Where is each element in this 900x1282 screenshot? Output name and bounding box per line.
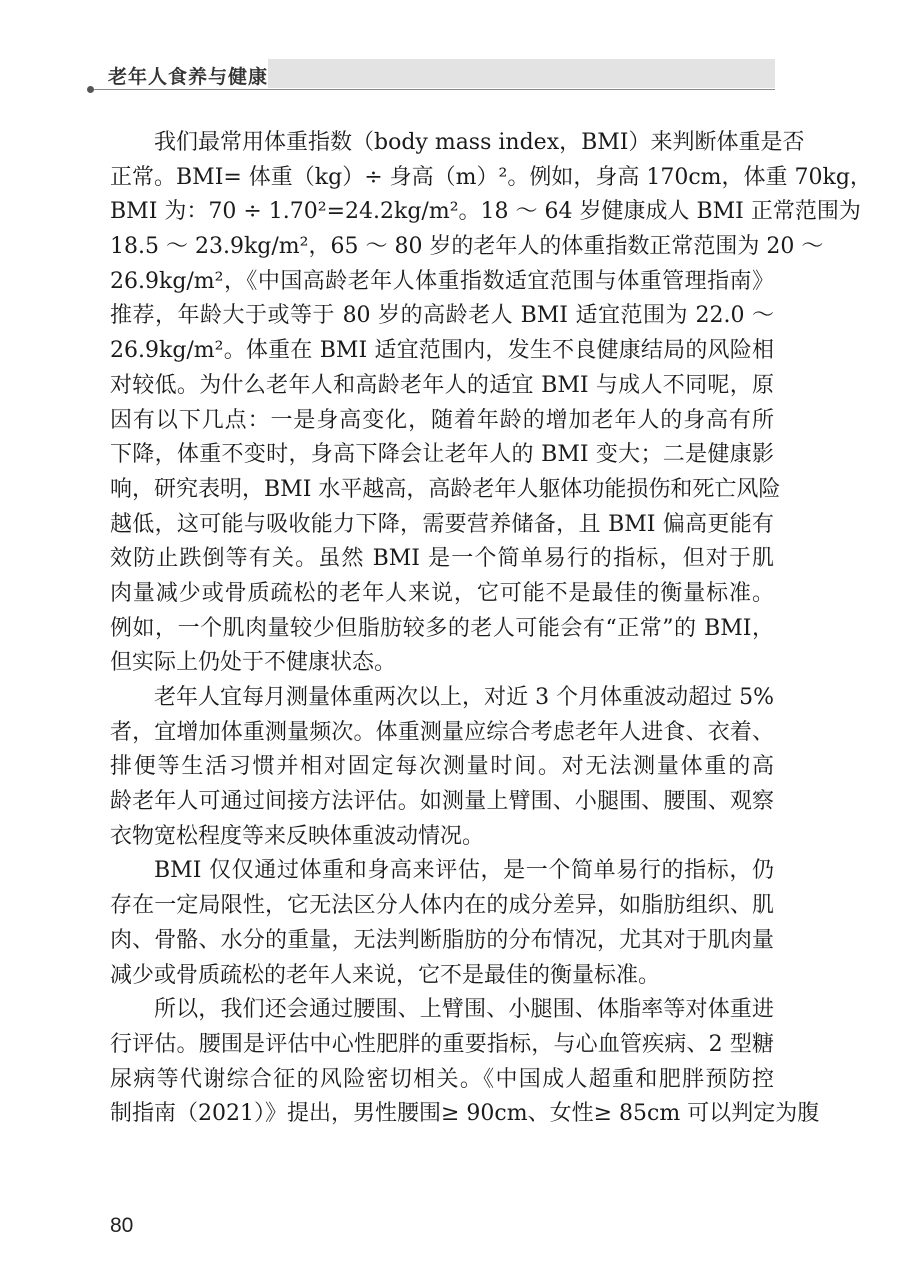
text-line: 尿病等代谢综合征的风险密切相关。《中国成人超重和肥胖预防控 [110, 1066, 774, 1092]
text-line: 26.9kg/m²。体重在 BMI 适宜范围内，发生不良健康结局的风险相 [110, 338, 774, 364]
text-line: 正常。BMI= 体重（kg）÷ 身高（m）²。例如，身高 170cm，体重 70kg， [110, 164, 872, 190]
text-line: 对较低。为什么老年人和高龄老年人的适宜 BMI 与成人不同呢，原 [110, 372, 774, 398]
header-dot-marker [87, 86, 94, 93]
text-line: 但实际上仍处于不健康状态。 [110, 650, 397, 676]
header-bar [268, 59, 775, 88]
text-line: 肉量减少或骨质疏松的老年人来说，它可能不是最佳的衡量标准。 [110, 580, 774, 606]
text-line: 衣物宽松程度等来反映体重波动情况。 [110, 823, 485, 849]
text-line: 越低，这可能与吸收能力下降，需要营养储备，且 BMI 偏高更能有 [110, 511, 774, 537]
text-line: 行评估。腰围是评估中心性肥胖的重要指标，与心血管疾病、2 型糖 [110, 1031, 774, 1057]
text-line: 例如，一个肌肉量较少但脂肪较多的老人可能会有“正常”的 BMI， [110, 615, 774, 641]
text-line: BMI 为：70 ÷ 1.70²=24.2kg/m²。18 ～ 64 岁健康成人 BMI 正常范围为 [110, 199, 861, 225]
text-line: 响，研究表明，BMI 水平越高，高龄老年人躯体功能损伤和死亡风险 [110, 476, 781, 502]
text-line: BMI 仅仅通过体重和身高来评估，是一个简单易行的指标，仍 [154, 858, 774, 884]
text-line: 我们最常用体重指数（body mass index，BMI）来判断体重是否 [154, 130, 805, 155]
body-text [110, 126, 872, 1132]
text-line: 制指南（2021）》提出，男性腰围≥ 90cm、女性≥ 85cm 可以判定为腹 [110, 1101, 820, 1127]
page-number: 80 [110, 1214, 134, 1237]
text-line: 者，宜增加体重测量频次。体重测量应综合考虑老年人进食、衣着、 [110, 719, 774, 745]
text-line: 下降，体重不变时，身高下降会让老年人的 BMI 变大；二是健康影 [110, 442, 774, 468]
text-line: 效防止跌倒等有关。虽然 BMI 是一个简单易行的指标，但对于肌 [110, 546, 774, 572]
text-line: 所以，我们还会通过腰围、上臂围、小腿围、体脂率等对体重进 [154, 997, 774, 1023]
text-line: 18.5 ～ 23.9kg/m²，65 ～ 80 岁的老年人的体重指数正常范围为 20 ～ [110, 234, 824, 260]
header-rule [90, 89, 775, 90]
running-header [90, 57, 775, 91]
text-line: 推荐，年龄大于或等于 80 岁的高龄老人 BMI 适宜范围为 22.0 ～ [110, 303, 774, 329]
text-line: 肉、骨骼、水分的重量，无法判断脂肪的分布情况，尤其对于肌肉量 [110, 927, 774, 953]
header-title: 老年人食养与健康 [108, 66, 269, 88]
text-line: 因有以下几点：一是身高变化，随着年龄的增加老年人的身高有所 [110, 407, 774, 433]
text-line: 老年人宜每月测量体重两次以上，对近 3 个月体重波动超过 5% [154, 685, 774, 710]
text-line: 排便等生活习惯并相对固定每次测量时间。对无法测量体重的高 [110, 754, 774, 780]
text-line: 26.9kg/m²，《中国高龄老年人体重指数适宜范围与体重管理指南》 [110, 268, 774, 294]
text-line: 减少或骨质疏松的老年人来说，它不是最佳的衡量标准。 [110, 962, 661, 988]
text-line: 存在一定局限性，它无法区分人体内在的成分差异，如脂肪组织、肌 [110, 893, 774, 919]
text-line: 龄老年人可通过间接方法评估。如测量上臂围、小腿围、腰围、观察 [110, 789, 774, 815]
